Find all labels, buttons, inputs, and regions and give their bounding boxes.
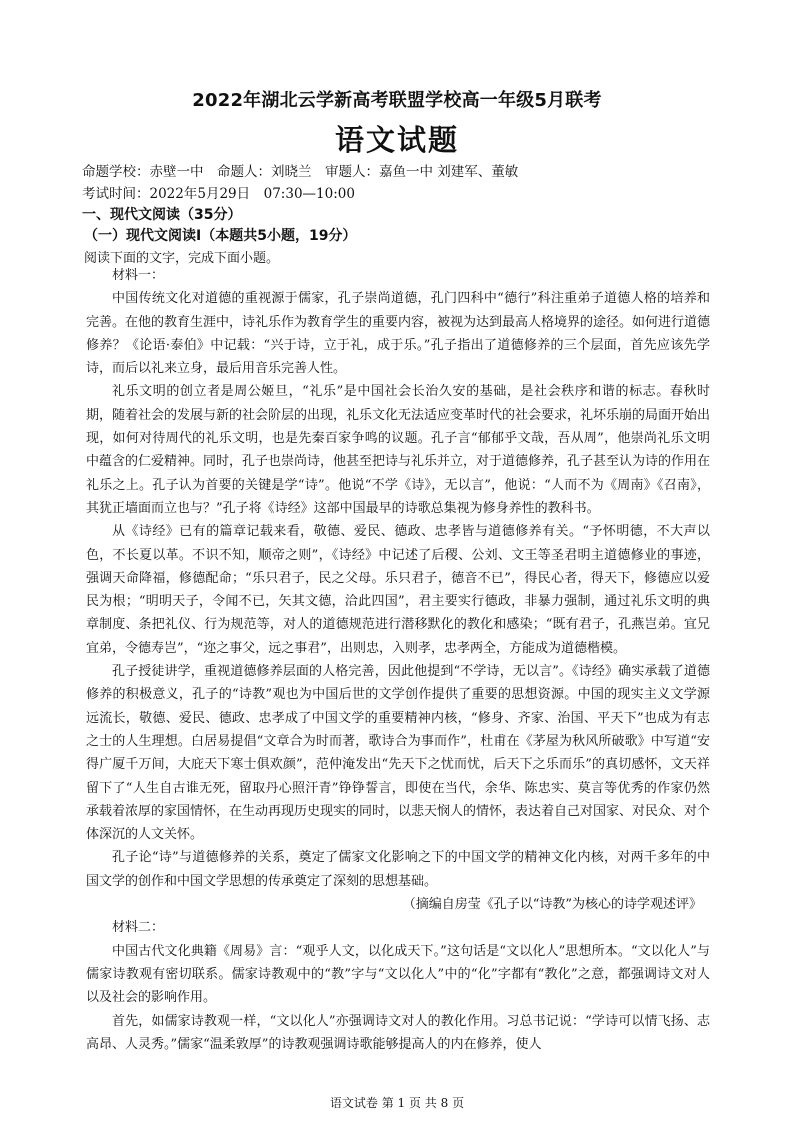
- paragraph: 首先，如儒家诗教观一样，“文以化人”亦强调诗文对人的教化作用。习总书记说：“学诗可以情飞扬、志高昂、人灵秀。”儒家“温柔敦厚”的诗教观强调诗歌能够提高人的内在修养，使人: [86, 1013, 710, 1052]
- instruction: 阅读下面的文字，完成下面小题。: [84, 251, 280, 266]
- subsection-heading: （一）现代文阅读Ⅰ（本题共5小题，19分）: [84, 228, 357, 244]
- page-footer: 语文试卷 第 1 页 共 8 页: [329, 1096, 465, 1110]
- source-citation: （摘编自房莹《孔子以“诗教”为核心的诗学观述评》: [402, 897, 702, 913]
- paragraph: 中国传统文化对道德的重视源于儒家，孔子崇尚道德，孔门四科中“德行”科注重弟子道德人格的培养和完善。在他的教育生涯中，诗礼乐作为教育学生的重要内容，被视为达到最高人格境界的途径。如何进行道德修养？《论语·泰伯》中记载：“兴于诗，立于礼，成于乐。”孔子指出了道德修养的三个层面，首先应该先学诗，而后以礼来立身，最后用音乐完善人性。: [86, 291, 711, 377]
- paragraph: 从《诗经》已有的篇章记载来看，敬德、爱民、德政、忠孝皆与道德修养有关。“予怀明德，不大声以色，不长夏以革。不识不知，顺帝之则”，《诗经》中记述了后稷、公刘、文王等圣君明主道德修业的事迹，强调天命降福，修德配命；“乐只君子，民之父母。乐只君子，德音不已”，得民心者，得天下，修德应以爱民为根；“明明天子，令闻不已，矢其文德，洽此四国”，君主要实行德政，非暴力强制，通过礼乐文明的典章制度、条把礼仪、行为规范等，对人的道德规范进行潜移默化的教化和感染；“既有君子，孔燕岂弟。宜兄宜弟，令德寿岂”，“迩之事父，远之事君”，出则忠，入则孝，忠孝两全，方能成为道德楷模。: [86, 524, 710, 656]
- exam-title: 2022年湖北云学新高考联盟学校高一年级5月联考: [192, 90, 602, 111]
- paragraph: 礼乐文明的创立者是周公姬旦，“礼乐”是中国社会长治久安的基础，是社会秩序和谐的标志。春秋时期，随着社会的发展与新的社会阶层的出现，礼乐文化无法适应变革时代的社会要求，礼坏乐崩的局面开始出现，如何对待周代的礼乐文明，也是先秦百家争鸣的议题。孔子言“郁郁乎文哉，吾从周”，他崇尚礼乐文明中蕴含的仁爱精神。同时，孔子也崇尚诗，他甚至把诗与礼乐并立，对于道德修养，孔子甚至认为诗的作用在礼乐之上。孔子认为首要的关键是学“诗”。他说“不学《诗》，无以言”，他说：“人而不为《周南》《召南》，其犹正墙面而立也与？”孔子将《诗经》这部中国最早的诗歌总集视为修身养性的教科书。: [86, 384, 711, 516]
- material-label: 材料一：: [112, 268, 165, 283]
- exam-time: 考试时间：2022年5月29日 07:30—10:00: [82, 186, 355, 202]
- setter-info: 命题学校：赤壁一中 命题人：刘晓兰 审题人：嘉鱼一中 刘建军、董敏: [82, 164, 519, 180]
- reading-passage: [86, 264, 710, 1056]
- paragraph: 孔子论“诗”与道德修养的关系，奠定了儒家文化影响之下的中国文学的精神文化内核，对两千多年的中国文学的创作和中国文学思想的传承奠定了深刻的思想基础。: [86, 850, 710, 889]
- subject-title: 语文试题: [334, 123, 459, 157]
- paragraph: 孔子授徒讲学，重视道德修养层面的人格完善，因此他提到“不学诗，无以言”。《诗经》确实承载了道德修养的积极意义，孔子的“诗教”观也为中国后世的文学创作提供了重要的思想资源。中国的现实主义文学源远流长，敬德、爱民、德政、忠孝成了中国文学的重要精神内核，“修身、齐家、治国、平天下”也成为有志之士的人生理想。白居易提倡“文章合为时而著，歌诗合为事而作”，杜甫在《茅屋为秋风所破歌》中写道“安得广厦千万间，大庇天下寒士俱欢颜”，范仲淹发出“先天下之忧而忧，后天下之乐而乐”的真切感怀，文天祥留下了“人生自古谁无死，留取丹心照汗青”铮铮誓言，即使在当代，余华、陈忠实、莫言等优秀的作家仍然承载着浓厚的家国情怀，在生动再现历史现实的同时，以悲天悯人的情怀，表达着自己对国家、对民众、对个体深沉的人文关怀。: [86, 664, 711, 843]
- paragraph: 中国古代文化典籍《周易》言：“观乎人文，以化成天下。”这句话是“文以化人”思想所本。“文以化人”与儒家诗教观有密切联系。儒家诗教观中的“教”字与“文以化人”中的“化”字都有“教化”之意，都强调诗文对人以及社会的影响作用。: [86, 943, 710, 1006]
- section-heading: 一、现代文阅读（35分）: [82, 207, 242, 223]
- material-label: 材料二：: [112, 920, 165, 936]
